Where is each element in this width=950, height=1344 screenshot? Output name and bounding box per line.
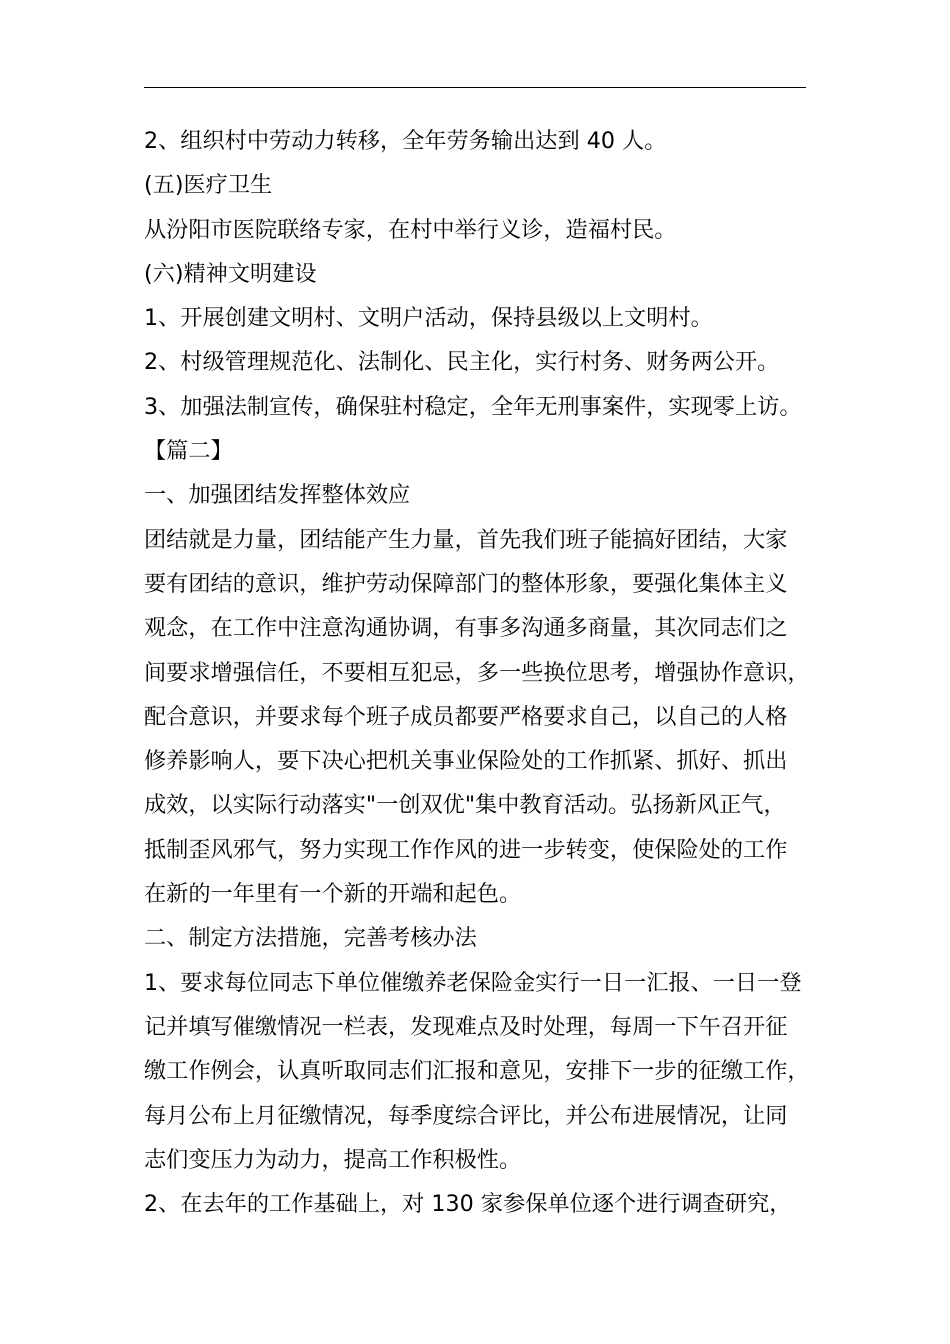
text-line: 团结就是力量，团结能产生力量，首先我们班子能搞好团结，大家 (144, 526, 788, 553)
text-line: 配合意识，并要求每个班子成员都要严格要求自己，以自己的人格 (144, 703, 788, 730)
text-line: 1、要求每位同志下单位催缴养老保险金实行一日一汇报、一日一登 (144, 969, 802, 996)
text-line: 修养影响人，要下决心把机关事业保险处的工作抓紧、抓好、抓出 (144, 748, 788, 775)
text-line: 2、在去年的工作基础上，对 130 家参保单位逐个进行调查研究， (144, 1191, 792, 1218)
text-line: 间要求增强信任，不要相互犯忌，多一些换位思考，增强协作意识， (144, 659, 810, 686)
section-heading: (六)精神文明建设 (144, 260, 317, 287)
header-rule (144, 87, 806, 88)
text-line: 3、加强法制宣传，确保驻村稳定，全年无刑事案件，实现零上访。 (144, 393, 802, 420)
section-heading: 一、加强团结发挥整体效应 (144, 482, 411, 509)
text-line: 成效，以实际行动落实"一创双优"集中教育活动。弘扬新风正气， (144, 792, 786, 819)
section-heading: 二、制定方法措施，完善考核办法 (144, 925, 477, 952)
text-line: 2、组织村中劳动力转移，全年劳务输出达到 40 人。 (144, 128, 667, 154)
section-heading: (五)医疗卫生 (144, 172, 273, 199)
text-line: 每月公布上月征缴情况，每季度综合评比，并公布进展情况，让同 (144, 1102, 788, 1129)
document-body (144, 119, 816, 1226)
text-line: 记并填写催缴情况一栏表，发现难点及时处理，每周一下午召开征 (144, 1013, 788, 1040)
text-line: 抵制歪风邪气，努力实现工作作风的进一步转变，使保险处的工作 (144, 836, 788, 863)
part-heading: 【篇二】 (144, 438, 233, 465)
text-line: 1、开展创建文明村、文明户活动，保持县级以上文明村。 (144, 305, 713, 332)
text-line: 从汾阳市医院联络专家，在村中举行义诊，造福村民。 (144, 216, 677, 243)
text-line: 在新的一年里有一个新的开端和起色。 (144, 881, 522, 908)
text-line: 志们变压力为动力，提高工作积极性。 (144, 1146, 522, 1173)
text-line: 观念，在工作中注意沟通协调，有事多沟通多商量，其次同志们之 (144, 615, 788, 642)
text-line: 要有团结的意识，维护劳动保障部门的整体形象，要强化集体主义 (144, 570, 788, 597)
text-line: 2、村级管理规范化、法制化、民主化，实行村务、财务两公开。 (144, 349, 780, 376)
text-line: 缴工作例会，认真听取同志们汇报和意见，安排下一步的征缴工作， (144, 1058, 810, 1085)
